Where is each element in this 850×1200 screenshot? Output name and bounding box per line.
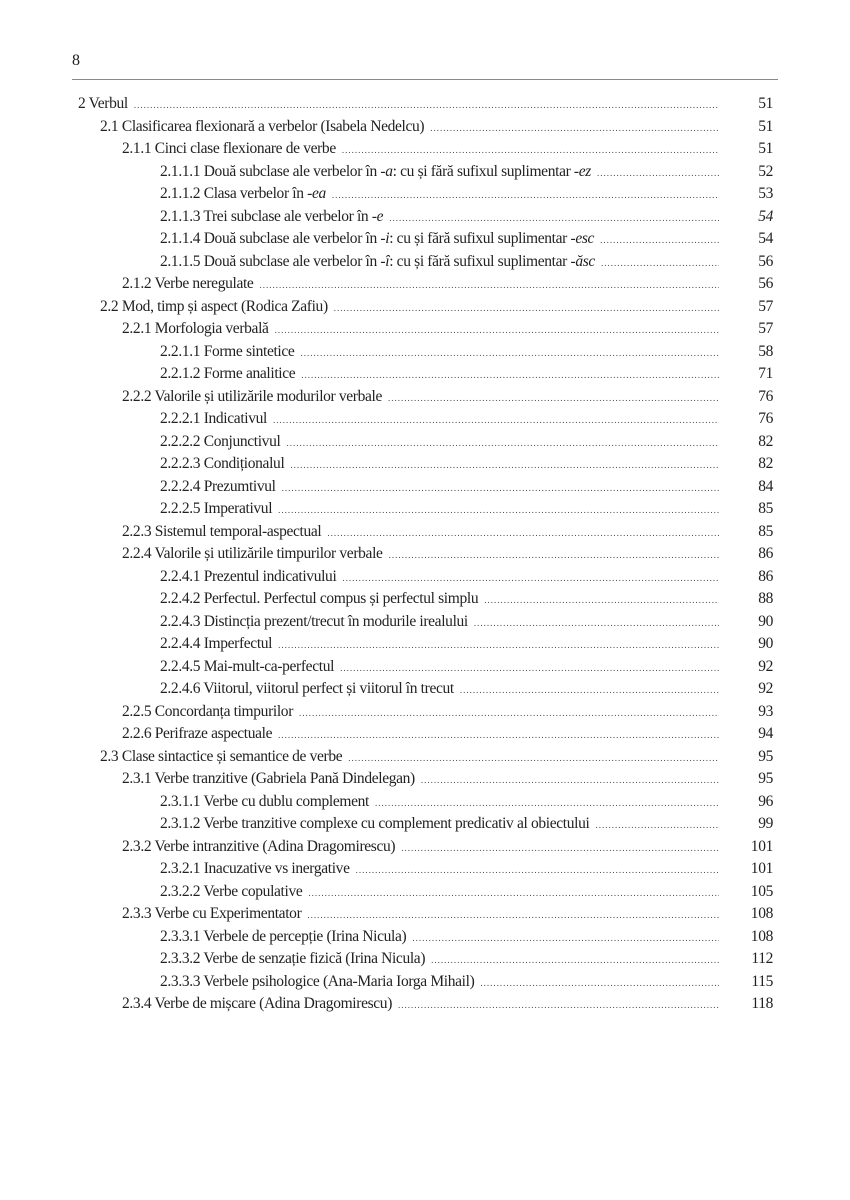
toc-entry[interactable] [78,568,773,591]
toc-entry-title [122,770,415,788]
toc-entry-title [160,860,350,878]
toc-title-part: : cu și fără sufixul suplimentar - [389,230,576,247]
toc-entry[interactable] [78,838,773,861]
toc-entry[interactable] [78,973,773,996]
dot-leader [299,708,719,718]
toc-title-part: 2.1.1.4 Două subclase ale verbelor în - [160,230,386,247]
toc-entry[interactable] [78,95,773,118]
toc-entry-page: 52 [758,162,773,180]
toc-entry-page: 51 [758,117,773,135]
dot-leader [597,168,719,178]
header-rule [72,79,778,80]
dot-leader [275,325,719,335]
toc-entry-title [160,815,589,833]
toc-title-part: 2.3.1.1 Verbe cu dublu complement [160,792,369,810]
toc-entry-title [160,230,594,248]
toc-entry-title [160,613,468,631]
dot-leader [332,190,719,200]
toc-title-part: 2.2.5 Concordanța timpurilor [122,702,294,720]
toc-entry-page: 112 [751,950,773,967]
toc-title-part: 2.1.1.5 Două subclase ale verbelor în - [160,252,386,270]
toc-entry-page: 53 [758,185,773,202]
toc-title-part: 2.2.2.3 Condiționalul [160,455,285,472]
toc-entry-title [122,838,395,856]
toc-entry-title [160,208,383,226]
toc-entry-title [122,725,272,743]
toc-title-part: 2.3.2 Verbe intranzitive (Adina Dragomirescu) [122,837,396,855]
toc-entry-page: 94 [758,725,773,742]
toc-entry[interactable] [78,883,773,906]
dot-leader [480,978,719,988]
toc-entry[interactable] [78,208,773,231]
dot-leader [421,775,719,785]
toc-entry-page: 115 [751,972,773,990]
toc-title-part: 2.2.4.6 Viitorul, viitorul perfect și viitorul în trecut [160,680,454,697]
toc-entry-page: 57 [758,297,773,315]
dot-leader [342,573,719,583]
toc-entry-page: 56 [758,275,773,292]
toc-entry-page: 85 [758,500,773,517]
toc-title-italic-part: esc [575,230,595,247]
toc-entry-page: 54 [758,230,773,247]
dot-leader [273,415,719,425]
toc-title-part: : cu și fără sufixul suplimentar - [389,252,576,270]
toc-entry-title [160,590,478,608]
dot-leader [389,550,719,560]
toc-entry[interactable] [78,163,773,186]
toc-entry-page: 86 [758,545,773,562]
toc-entry-title [160,950,425,968]
dot-leader [290,460,719,470]
toc-entry-title [122,545,383,563]
toc-entry-title [100,118,424,136]
toc-entry[interactable] [78,478,773,501]
toc-entry-title [160,478,276,496]
toc-title-part: 2.3.3.3 Verbele psihologice (Ana-Maria Iorga Mihail) [160,972,475,990]
toc-entry[interactable] [78,185,773,208]
dot-leader [430,123,719,133]
toc-entry-title [100,298,328,316]
toc-entry[interactable] [78,253,773,276]
toc-title-part: 2.2.4.5 Mai-mult-ca-perfectul [160,657,335,675]
dot-leader [282,483,719,493]
dot-leader [286,438,719,448]
dot-leader [600,235,719,245]
toc-entry[interactable] [78,613,773,636]
toc-entry-page: 57 [758,320,773,337]
dot-leader [401,843,719,853]
dot-leader [342,145,719,155]
toc-title-part: 2.2.4 Valorile și utilizările timpurilor verbale [122,545,383,562]
toc-entry-title [160,658,334,676]
toc-entry-page: 51 [758,140,773,157]
toc-entry-title [160,365,295,383]
toc-entry-page: 92 [758,680,773,697]
toc-title-part: 2.3.1.2 Verbe tranzitive complexe cu complement predicativ al obiectului [160,815,590,832]
toc-title-part: 2 Verbul [78,95,128,112]
toc-entry[interactable] [78,860,773,883]
toc-entry-title [122,995,392,1013]
toc-entry[interactable] [78,140,773,163]
toc-title-part: 2.2.2.5 Imperativul [160,500,273,517]
toc-entry-page: 105 [750,882,773,900]
toc-entry[interactable] [78,320,773,343]
toc-entry-page: 118 [751,995,773,1012]
toc-entry[interactable] [78,298,773,321]
toc-entry-title [160,163,591,181]
toc-title-part: 2.2.6 Perifraze aspectuale [122,725,273,742]
toc-entry-page: 96 [758,792,773,810]
dot-leader [484,595,719,605]
toc-entry-title [122,275,253,293]
toc-title-part: 2.2 Mod, timp și aspect (Rodica Zafiu) [100,297,328,315]
toc-entry[interactable] [78,635,773,658]
toc-entry[interactable] [78,995,773,1018]
toc-title-italic-part: a [385,162,393,180]
toc-title-part: 2.2.4.2 Perfectul. Perfectul compus și perfectul simplu [160,590,479,607]
toc-title-part: 2.1.1 Cinci clase flexionare de verbe [122,140,336,157]
toc-entry-page: 101 [750,837,773,855]
toc-title-italic-part: ez [578,162,591,180]
dot-leader [300,348,719,358]
toc-entry[interactable] [78,590,773,613]
toc-title-part: 2.2.2.1 Indicativul [160,410,267,427]
toc-title-part: 2.2.1 Morfologia verbală [122,320,269,337]
toc-entry[interactable] [78,725,773,748]
toc-entry[interactable] [78,748,773,771]
toc-entry-page: 51 [758,95,773,112]
page-header-number: 8 [72,52,80,69]
toc-entry-title [160,185,326,203]
toc-entry-page: 85 [758,522,773,540]
toc-entry-title [122,523,321,541]
toc-title-part: 2.1.2 Verbe neregulate [122,275,254,292]
toc-title-part: 2.3.2.1 Inacuzative vs inergative [160,860,350,877]
toc-entry-title [160,793,369,811]
dot-leader [474,618,719,628]
toc-entry[interactable] [78,523,773,546]
toc-entry-page: 56 [758,252,773,270]
toc-entry[interactable] [78,433,773,456]
dot-leader [327,528,719,538]
dot-leader [259,280,719,290]
toc-entry[interactable] [78,365,773,388]
toc-entry[interactable] [78,455,773,478]
toc-entry[interactable] [78,905,773,928]
toc-entry-page: 99 [758,815,773,832]
toc-entry-title [160,500,272,518]
toc-entry-page: 90 [758,635,773,652]
toc-title-part: 2.2.2.2 Conjunctivul [160,432,281,450]
toc-entry-page: 108 [750,927,773,945]
toc-entry-page: 88 [758,590,773,607]
dot-leader [595,820,719,830]
toc-entry-page: 86 [758,567,773,585]
dot-leader [340,663,719,673]
toc-entry-title [100,748,342,766]
toc-entry-page: 82 [758,455,773,472]
toc-entry[interactable] [78,118,773,141]
toc-entry[interactable] [78,950,773,973]
table-of-contents [78,95,773,1018]
toc-entry-title [160,928,406,946]
toc-title-part: 2.2.4.3 Distincția prezent/trecut în modurile irealului [160,612,468,630]
dot-leader [134,100,719,110]
dot-leader [278,730,719,740]
dot-leader [356,865,719,875]
toc-title-part: 2.2.1.1 Forme sintetice [160,342,295,360]
toc-entry[interactable] [78,658,773,681]
toc-entry-title [122,140,336,158]
toc-entry[interactable] [78,928,773,951]
toc-entry-title [160,253,595,271]
toc-entry-page: 108 [750,905,773,922]
toc-entry[interactable] [78,410,773,433]
toc-entry-page: 58 [758,342,773,360]
toc-entry[interactable] [78,230,773,253]
dot-leader [460,685,719,695]
toc-title-italic-part: e [376,207,384,225]
toc-entry[interactable] [78,680,773,703]
toc-entry-title [160,680,454,698]
toc-entry-title [160,433,280,451]
toc-title-part: 2.3.2.2 Verbe copulative [160,882,303,900]
toc-title-part: 2.3.3.1 Verbele de percepție (Irina Nicula) [160,927,407,945]
toc-title-part: 2.2.4.4 Imperfectul [160,635,273,652]
toc-title-part: 2.1.1.2 Clasa verbelor în - [160,185,312,202]
dot-leader [348,753,719,763]
toc-title-part: : cu și fără sufixul suplimentar - [392,162,579,180]
toc-entry[interactable] [78,770,773,793]
toc-title-part: 2.3 Clase sintactice și semantice de verbe [100,747,343,765]
toc-title-part: 2.3.3.2 Verbe de senzație fizică (Irina Nicula) [160,950,426,967]
toc-entry[interactable] [78,793,773,816]
toc-entry-title [160,568,336,586]
toc-title-italic-part: î [385,252,390,270]
dot-leader [278,505,719,515]
toc-entry[interactable] [78,703,773,726]
dot-leader [398,1000,719,1010]
toc-title-part: 2.2.1.2 Forme analitice [160,365,296,382]
toc-title-part: 2.3.4 Verbe de mișcare (Adina Dragomirescu) [122,995,393,1012]
dot-leader [334,303,719,313]
toc-entry-title [122,320,269,338]
dot-leader [389,213,719,223]
toc-entry-title [160,883,302,901]
dot-leader [301,370,719,380]
toc-entry-page: 92 [758,657,773,675]
toc-entry[interactable] [78,815,773,838]
toc-title-part: 2.2.3 Sistemul temporal-aspectual [122,522,322,540]
toc-title-part: 2.3.1 Verbe tranzitive (Gabriela Pană Dindelegan) [122,770,415,787]
toc-entry-title [122,703,293,721]
toc-entry-page: 90 [758,612,773,630]
toc-title-part: 2.1.1.3 Trei subclase ale verbelor în - [160,207,377,225]
toc-entry-title [160,635,272,653]
toc-entry-page: 71 [758,365,773,382]
toc-entry[interactable] [78,500,773,523]
toc-entry[interactable] [78,343,773,366]
toc-entry-page: 76 [758,387,773,405]
toc-entry-title [122,905,301,923]
dot-leader [278,640,719,650]
toc-entry[interactable] [78,388,773,411]
toc-title-part: 2.1.1.1 Două subclase ale verbelor în - [160,162,386,180]
toc-entry-page: 54 [758,207,773,225]
toc-title-part: 2.1 Clasificarea flexionară a verbelor (Isabela Nedelcu) [100,117,425,135]
toc-title-italic-part: ea [311,185,326,202]
toc-entry-page: 101 [750,860,773,877]
toc-entry-page: 93 [758,702,773,720]
dot-leader [412,933,719,943]
toc-entry-page: 95 [758,747,773,765]
toc-entry-page: 76 [758,410,773,427]
toc-title-italic-part: ăsc [575,252,595,270]
toc-title-part: 2.2.4.1 Prezentul indicativului [160,567,337,585]
dot-leader [388,393,719,403]
toc-title-part: 2.2.2.4 Prezumtivul [160,477,276,495]
toc-entry[interactable] [78,275,773,298]
toc-entry-title [160,455,284,473]
toc-title-part: 2.2.2 Valorile și utilizările modurilor verbale [122,387,383,405]
dot-leader [601,258,719,268]
toc-entry-page: 84 [758,477,773,495]
toc-title-italic-part: i [385,230,390,247]
dot-leader [308,888,719,898]
toc-entry[interactable] [78,545,773,568]
toc-entry-title [160,973,474,991]
toc-entry-title [122,388,382,406]
toc-entry-title [160,343,294,361]
dot-leader [375,798,719,808]
dot-leader [307,910,719,920]
toc-entry-title [78,95,128,113]
toc-entry-page: 95 [758,770,773,787]
toc-title-part: 2.3.3 Verbe cu Experimentator [122,905,302,922]
toc-entry-title [160,410,267,428]
dot-leader [431,955,719,965]
toc-entry-page: 82 [758,432,773,450]
